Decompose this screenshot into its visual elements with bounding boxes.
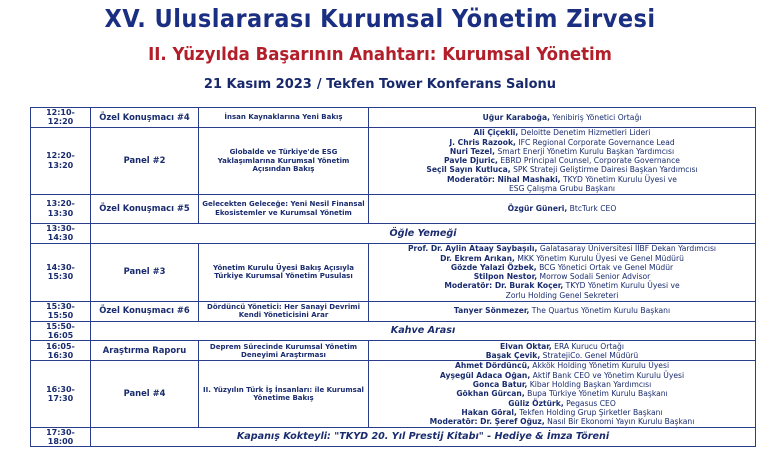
speaker-line [372, 399, 752, 408]
session-time: 15:50-16:05 [31, 321, 91, 341]
session-speakers [369, 127, 756, 194]
speaker-role: Galatasaray Üniversitesi İİBF Dekan Yardımcısı [539, 244, 717, 254]
speaker-name: Hakan Göral, [461, 407, 517, 417]
speaker-role: Bupa Türkiye Yönetim Kurulu Başkanı [527, 389, 668, 399]
speaker-name: Seçil Sayın Kutluca, [426, 165, 511, 175]
speaker-line [372, 342, 752, 351]
session-time: 12:10-12:20 [31, 108, 91, 128]
speaker-line [372, 272, 752, 281]
session-type: Özel Konuşmacı #4 [91, 108, 199, 128]
speaker-role: BtcTurk CEO [569, 204, 617, 214]
speaker-name: Ayşegül Adaca Oğan, [439, 370, 531, 380]
speaker-line [372, 306, 752, 315]
break-label: Kahve Arası [91, 321, 756, 341]
speaker-role: Zorlu Holding Genel Sekreteri [505, 290, 619, 300]
session-topic: Yönetim Kurulu Üyesi Bakış Açısıyla Türkiye Kurumsal Yönetim Pusulası [199, 243, 369, 301]
speaker-line [372, 408, 752, 417]
speaker-name: Stilpon Nestor, [473, 272, 538, 282]
session-speakers [369, 301, 756, 321]
speaker-role: Deloitte Denetim Hizmetleri Lideri [520, 128, 651, 138]
speaker-name: Başak Çevik, [485, 350, 541, 360]
session-topic: Deprem Sürecinde Kurumsal Yönetim Deneyimi Araştırması [199, 341, 369, 361]
speaker-name: Pavle Djuric, [444, 156, 498, 166]
speaker-role: TKYD Yönetim Kurulu Üyesi ve [565, 281, 680, 291]
speaker-line [372, 351, 752, 360]
session-topic: II. Yüzyılın Türk İş İnsanları: ile Kurumsal Yönetime Bakış [199, 361, 369, 427]
session-type: Panel #3 [91, 243, 199, 301]
speaker-name: Ahmet Dördüncü, [454, 361, 530, 371]
speaker-name: Özgür Güneri, [507, 204, 568, 214]
session-time: 14:30-15:30 [31, 243, 91, 301]
session-topic: İnsan Kaynaklarına Yeni Bakış [199, 108, 369, 128]
event-venue: / Tekfen Tower Konferans Salonu [316, 77, 557, 92]
speaker-name: Moderatör: Nihal Mashaki, [447, 174, 561, 184]
session-time: 13:30-14:30 [31, 223, 91, 243]
speaker-name: Moderatör: Dr. Şeref Oğuz, [429, 417, 545, 427]
agenda-row [31, 243, 756, 301]
break-label: Kapanış Kokteyli: "TKYD 20. Yıl Prestij Kitabı" - Hediye & İmza Töreni [91, 427, 756, 447]
speaker-role: Pegasus CEO [566, 398, 616, 408]
session-topic: Globalde ve Türkiye'de ESG Yaklaşımlarına Kurumsal Yönetim Açısından Bakış [199, 127, 369, 194]
speaker-line [372, 263, 752, 272]
speaker-role: Tekfen Holding Grup Şirketler Başkanı [519, 407, 663, 417]
speaker-role: TKYD Yönetim Kurulu Üyesi ve [562, 174, 677, 184]
speaker-role: BCG Yönetici Ortak ve Genel Müdür [539, 262, 674, 272]
session-time: 15:30-15:50 [31, 301, 91, 321]
session-type: Özel Konuşmacı #6 [91, 301, 199, 321]
speaker-line [372, 138, 752, 147]
session-speakers [369, 108, 756, 128]
session-type: Özel Konuşmacı #5 [91, 194, 199, 223]
speaker-role: Smart Enerji Yönetim Kurulu Başkan Yardımcısı [497, 146, 675, 156]
speaker-line [372, 389, 752, 398]
session-time: 16:30-17:30 [31, 361, 91, 427]
speaker-line [372, 165, 752, 174]
speaker-line [372, 113, 752, 122]
speaker-line [372, 291, 752, 300]
session-topic: Dördüncü Yönetici: Her Sanayi Devrimi Kendi Yöneticisini Arar [199, 301, 369, 321]
agenda-row [31, 194, 756, 223]
session-speakers [369, 194, 756, 223]
speaker-role: Yenibiriş Yönetici Ortağı [552, 112, 642, 122]
speaker-line [372, 380, 752, 389]
speaker-line [372, 281, 752, 290]
session-type: Araştırma Raporu [91, 341, 199, 361]
speaker-name: J. Chris Razook, [449, 137, 516, 147]
session-type: Panel #2 [91, 127, 199, 194]
session-time: 12:20-13:20 [31, 127, 91, 194]
speaker-role: StratejiCo. Genel Müdürü [542, 350, 639, 360]
session-speakers [369, 341, 756, 361]
agenda-table [30, 107, 756, 447]
speaker-role: MKK Yönetim Kurulu Üyesi ve Genel Müdürü [517, 253, 684, 263]
speaker-line [372, 244, 752, 253]
speaker-role: Kibar Holding Başkan Yardımcısı [529, 380, 652, 390]
speaker-role: IFC Regional Corporate Governance Lead [518, 137, 675, 147]
speaker-line [372, 184, 752, 193]
speaker-role: Morrow Sodali Senior Advisor [539, 272, 651, 282]
agenda-row [31, 301, 756, 321]
speaker-line [372, 254, 752, 263]
agenda-row [31, 361, 756, 427]
speaker-role: The Quartus Yönetim Kurulu Başkanı [531, 306, 671, 316]
session-time: 17:30-18:00 [31, 427, 91, 447]
speaker-role: Akkök Holding Yönetim Kurulu Üyesi [532, 361, 670, 371]
speaker-role: Aktif Bank CEO ve Yönetim Kurulu Üyesi [532, 370, 685, 380]
speaker-name: Moderatör: Dr. Burak Koçer, [444, 281, 564, 291]
speaker-name: Prof. Dr. Aylin Ataay Saybaşılı, [407, 244, 538, 254]
speaker-name: Uğur Karaboğa, [482, 112, 550, 122]
session-speakers [369, 243, 756, 301]
agenda-row [31, 108, 756, 128]
speaker-name: Gökhan Gürcan, [456, 389, 525, 399]
speaker-role: SPK Strateji Geliştirme Dairesi Başkan Yardımcısı [513, 165, 698, 175]
event-date: 21 Kasım 2023 [203, 77, 312, 92]
session-time: 13:20-13:30 [31, 194, 91, 223]
agenda-row [31, 341, 756, 361]
speaker-line [372, 361, 752, 370]
break-label: Öğle Yemeği [91, 223, 756, 243]
agenda-break-row [31, 223, 756, 243]
speaker-line [372, 204, 752, 213]
speaker-line [372, 156, 752, 165]
speaker-name: Güliz Öztürk, [508, 398, 564, 408]
speaker-role: Nasıl Bir Ekonomi Yayın Kurulu Başkanı [547, 417, 695, 427]
event-subtitle: II. Yüzyılda Başarının Anahtarı: Kurumsal Yönetim [148, 44, 612, 65]
speaker-name: Elvan Oktar, [500, 341, 552, 351]
speaker-name: Ali Çiçekli, [473, 128, 519, 138]
event-title: XV. Uluslararası Kurumsal Yönetim Zirvesi [104, 4, 656, 33]
agenda-row [31, 127, 756, 194]
agenda-break-row [31, 321, 756, 341]
speaker-name: Gözde Yalazi Özbek, [450, 262, 537, 272]
speaker-role: EBRD Principal Counsel, Corporate Governance [500, 156, 680, 166]
session-type: Panel #4 [91, 361, 199, 427]
agenda-break-row [31, 427, 756, 447]
speaker-name: Dr. Ekrem Arıkan, [440, 253, 515, 263]
speaker-name: Gonca Batur, [472, 380, 528, 390]
speaker-name: Tanyer Sönmezer, [453, 306, 530, 316]
speaker-line [372, 147, 752, 156]
speaker-role: ESG Çalışma Grubu Başkanı [508, 184, 616, 194]
speaker-line [372, 371, 752, 380]
session-topic: Gelecekten Geleceğe: Yeni Nesil Finansal Ekosistemler ve Kurumsal Yönetim [199, 194, 369, 223]
speaker-line [372, 417, 752, 426]
speaker-line [372, 175, 752, 184]
speaker-line [372, 128, 752, 137]
speaker-name: Nuri Tezel, [449, 146, 496, 156]
speaker-role: ERA Kurucu Ortağı [554, 341, 624, 351]
session-time: 16:05-16:30 [31, 341, 91, 361]
event-date-venue [0, 77, 760, 92]
session-speakers [369, 361, 756, 427]
